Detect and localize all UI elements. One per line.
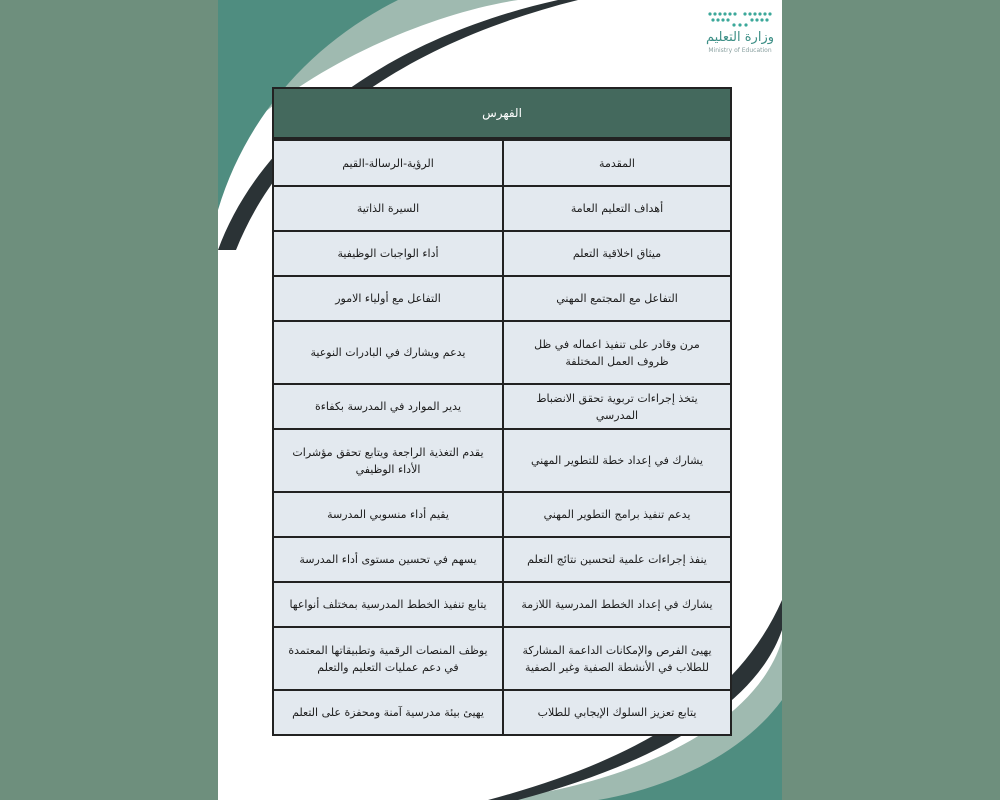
toc-entry-right: يشارك في إعداد الخطط المدرسية اللازمة (502, 583, 730, 626)
toc-entry-right: ينفذ إجراءات علمية لتحسين نتائج التعلم (502, 538, 730, 581)
toc-entry-left: التفاعل مع أولياء الامور (335, 292, 441, 305)
table-row (274, 230, 730, 275)
toc-entry-right: مرن وقادر على تنفيذ اعماله في ظل ظروف العمل المختلفة (502, 322, 730, 383)
toc-entry-left: يقدم التغذية الراجعة ويتابع تحقق مؤشرات الأداء الوظيفي (292, 445, 484, 476)
logo-dots-icon (704, 10, 776, 28)
table-row (274, 383, 730, 428)
toc-entry-right: يتخذ إجراءات تربوية تحقق الانضباط المدرسي (502, 385, 730, 428)
toc-entry-right: ميثاق اخلاقية التعلم (502, 232, 730, 275)
toc-entry-left: يقيم أداء منسوبي المدرسة (327, 508, 449, 521)
toc-entry-left: يوظف المنصات الرقمية وتطبيقاتها المعتمدة في دعم عمليات التعليم والتعلم (288, 643, 488, 674)
toc-entry-left: يدير الموارد في المدرسة بكفاءة (314, 400, 462, 413)
table-row (274, 626, 730, 689)
ministry-logo (700, 10, 780, 55)
toc-entry-left: يتابع تنفيذ الخطط المدرسية بمختلف أنواعها (289, 598, 487, 611)
table-row (274, 689, 730, 734)
toc-entry-left: يهيئ بيئة مدرسية آمنة ومحفزة على التعلم (292, 706, 484, 719)
table-row (274, 139, 730, 185)
toc-entry-right: يشارك في إعداد خطة للتطوير المهني (502, 430, 730, 491)
table-row (274, 491, 730, 536)
toc-title: الفهرس (274, 89, 730, 139)
toc-entry-right: التفاعل مع المجتمع المهني (502, 277, 730, 320)
table-row (274, 320, 730, 383)
logo-arabic-text: وزارة التعليم (705, 30, 775, 45)
table-row (274, 275, 730, 320)
toc-entry-right: المقدمة (502, 141, 730, 185)
logo-english-text: Ministry of Education (708, 47, 772, 54)
toc-entry-left: أداء الواجبات الوظيفية (337, 247, 439, 260)
toc-entry-right: يدعم تنفيذ برامج التطوير المهني (502, 493, 730, 536)
table-row (274, 536, 730, 581)
toc-entry-right: يتابع تعزيز السلوك الإيجابي للطلاب (502, 691, 730, 734)
toc-entry-right: يهيئ الفرص والإمكانات الداعمة المشاركة للطلاب في الأنشطة الصفية وغير الصفية (502, 628, 730, 689)
toc-entry-left: يسهم في تحسين مستوى أداء المدرسة (299, 553, 477, 566)
table-row (274, 428, 730, 491)
toc-entry-right: أهداف التعليم العامة (502, 187, 730, 230)
toc-entry-left: السيرة الذاتية (356, 202, 420, 215)
table-of-contents (272, 87, 732, 736)
table-row (274, 581, 730, 626)
toc-entry-left: يدعم ويشارك في البادرات النوعية (310, 346, 466, 359)
toc-entry-left: الرؤية-الرسالة-القيم (342, 156, 434, 170)
table-row (274, 185, 730, 230)
